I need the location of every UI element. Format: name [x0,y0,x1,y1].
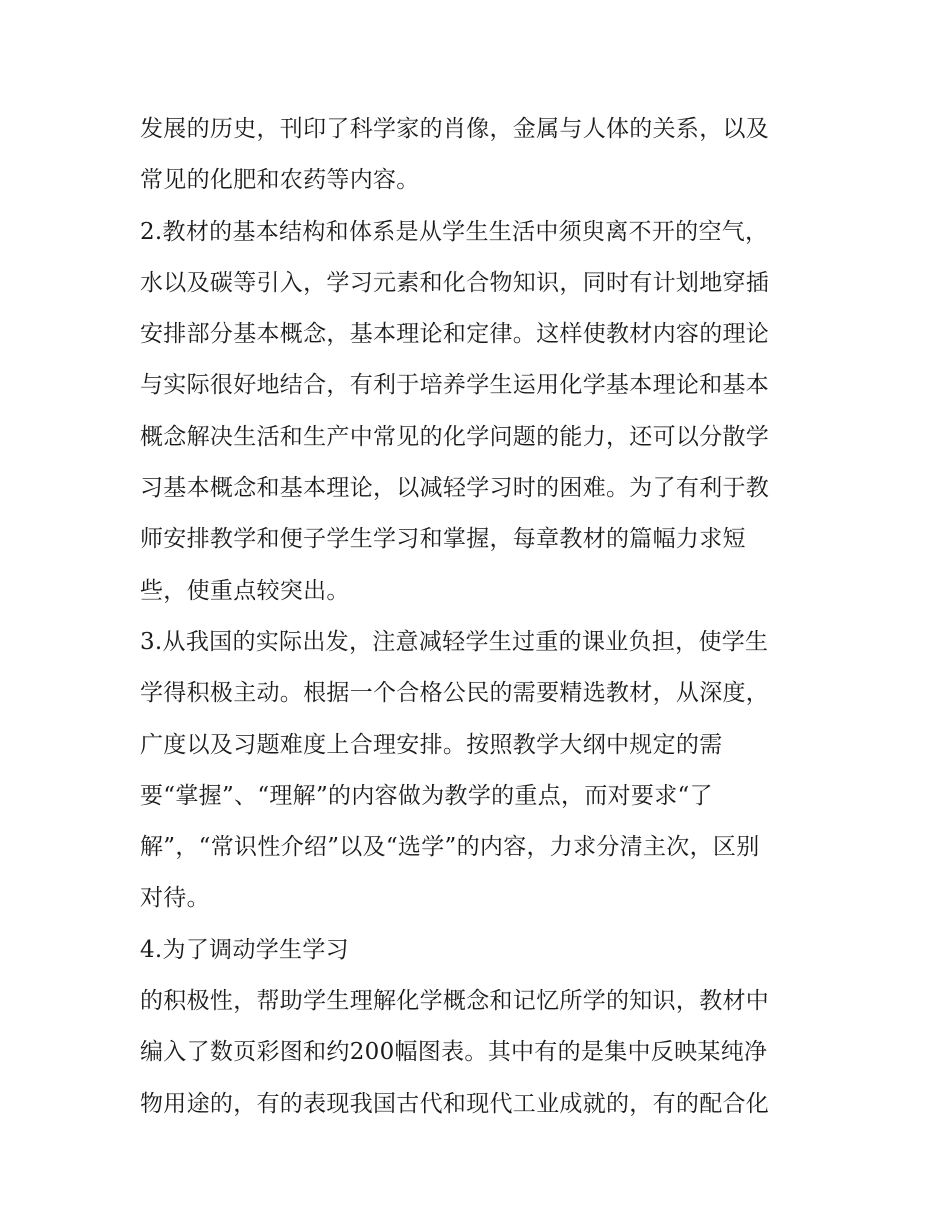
text-line: 对待。 [140,885,210,912]
document-body [140,104,820,1130]
text-line: 学得积极主动。根据一个合格公民的需要精选教材，从深度， [140,680,770,707]
text-line: 发展的历史，刊印了科学家的肖像，金属与人体的关系，以及 [140,116,770,142]
text-line: 编入了数页彩图和约200幅图表。其中有的是集中反映某纯净 [140,1039,768,1066]
text-line: 概念解决生活和生产中常见的化学问题的能力，还可以分散学 [140,423,770,450]
text-line: 的积极性，帮助学生理解化学概念和记忆所学的知识，教材中 [140,988,770,1015]
text-line: 习基本概念和基本理论，以减轻学习时的困难。为了有利于教 [140,475,770,502]
text-line: 解”，“常识性介绍”以及“选学”的内容，力求分清主次，区别 [140,834,760,861]
text-line: 些，使重点较突出。 [140,577,350,604]
text-line: 3.从我国的实际出发，注意减轻学生过重的课业负担，使学生 [140,628,769,655]
text-line: 广度以及习题难度上合理安排。按照教学大纲中规定的需 [140,731,723,758]
text-line: 4.为了调动学生学习 [140,936,349,963]
text-line: 常见的化肥和农药等内容。 [140,167,420,194]
text-line: 要“掌握”、“理解”的内容做为教学的重点，而对要求“了 [140,782,713,809]
text-line: 2.教材的基本结构和体系是从学生生活中须臾离不开的空气， [140,218,769,245]
text-line: 安排部分基本概念，基本理论和定律。这样使教材内容的理论 [140,321,770,348]
text-line: 物用途的，有的表现我国古代和现代工业成就的，有的配合化 [140,1090,770,1117]
text-line: 水以及碳等引入，学习元素和化合物知识，同时有计划地穿插 [140,269,770,296]
text-line: 与实际很好地结合，有利于培养学生运用化学基本理论和基本 [140,372,770,399]
text-line: 师安排教学和便子学生学习和掌握，每章教材的篇幅力求短 [140,526,746,553]
